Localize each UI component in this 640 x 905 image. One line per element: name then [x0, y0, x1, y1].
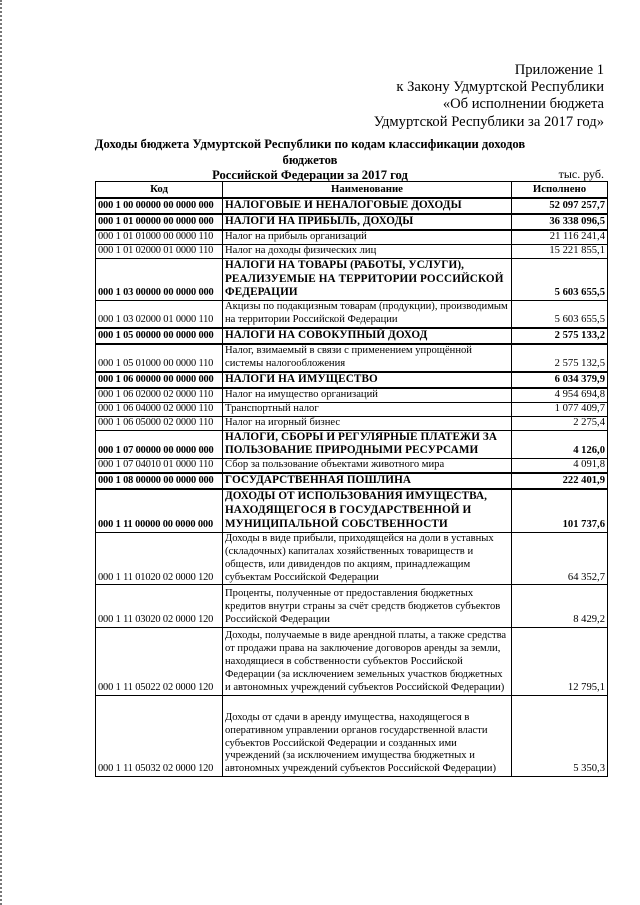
table-row: [96, 328, 608, 344]
row-value: 4 954 694,8: [512, 388, 608, 402]
row-code: 000 1 11 01020 02 0000 120: [96, 532, 223, 585]
row-value: 36 338 096,5: [512, 214, 608, 230]
table-row: [96, 344, 608, 372]
row-name: НАЛОГИ НА СОВОКУПНЫЙ ДОХОД: [223, 328, 512, 344]
row-code: 000 1 01 02000 01 0000 110: [96, 244, 223, 258]
table-row: [96, 489, 608, 532]
appendix-line-4: Удмуртской Республики за 2017 год»: [373, 113, 604, 130]
row-value: 21 116 241,4: [512, 230, 608, 244]
appendix-line-2: к Закону Удмуртской Республики: [396, 79, 604, 96]
table-row: [96, 258, 608, 301]
row-value: 2 575 132,5: [512, 344, 608, 372]
row-code: 000 1 05 01000 00 0000 110: [96, 344, 223, 372]
units-label: тыс. руб.: [558, 167, 604, 181]
row-value: 4 091,8: [512, 459, 608, 473]
header-name: Наименование: [223, 182, 512, 199]
row-value: 2 275,4: [512, 416, 608, 430]
row-name: Налог на имущество организаций: [223, 388, 512, 402]
row-name: Сбор за пользование объектами животного мира: [223, 459, 512, 473]
revenue-table: [95, 181, 608, 777]
row-value: 52 097 257,7: [512, 198, 608, 214]
row-code: 000 1 11 05032 02 0000 120: [96, 695, 223, 777]
row-code: 000 1 01 01000 00 0000 110: [96, 230, 223, 244]
table-header-row: [96, 182, 608, 199]
table-row: [96, 628, 608, 696]
table-row: [96, 402, 608, 416]
row-code: 000 1 08 00000 00 0000 000: [96, 473, 223, 489]
row-name: НАЛОГИ НА ТОВАРЫ (РАБОТЫ, УСЛУГИ), РЕАЛИЗУЕМЫЕ НА ТЕРРИТОРИИ РОССИЙСКОЙ ФЕДЕРАЦИИ: [223, 258, 512, 301]
row-value: 1 077 409,7: [512, 402, 608, 416]
table-row: [96, 372, 608, 388]
row-name: Налог на игорный бизнес: [223, 416, 512, 430]
row-value: 5 603 655,5: [512, 301, 608, 328]
table-row: [96, 416, 608, 430]
row-name: Доходы, получаемые в виде арендной платы, а также средства от продажи права на заключение договоров аренды за земли, находящиеся в собственности субъектов Российской Федерации (за исключением земельных участков бюджетных и автономных учреждений субъектов Российской Федерации): [223, 628, 512, 696]
table-row: [96, 230, 608, 244]
row-name: ГОСУДАРСТВЕННАЯ ПОШЛИНА: [223, 473, 512, 489]
table-row: [96, 585, 608, 628]
document-title: [90, 137, 530, 184]
row-name: Проценты, полученные от предоставления бюджетных кредитов внутри страны за счёт средств бюджетов субъектов Российской Федерации: [223, 585, 512, 628]
row-value: 8 429,2: [512, 585, 608, 628]
row-name: Транспортный налог: [223, 402, 512, 416]
row-code: 000 1 06 02000 02 0000 110: [96, 388, 223, 402]
row-code: 000 1 07 00000 00 0000 000: [96, 430, 223, 459]
scan-edge: [0, 0, 8, 905]
row-value: 12 795,1: [512, 628, 608, 696]
row-name: ДОХОДЫ ОТ ИСПОЛЬЗОВАНИЯ ИМУЩЕСТВА, НАХОДЯЩЕГОСЯ В ГОСУДАРСТВЕННОЙ И МУНИЦИПАЛЬНОЙ СОБСТВЕННОСТИ: [223, 489, 512, 532]
header-value: Исполнено: [512, 182, 608, 199]
row-name: Налог на прибыль организаций: [223, 230, 512, 244]
row-value: 5 603 655,5: [512, 258, 608, 301]
row-code: 000 1 11 00000 00 0000 000: [96, 489, 223, 532]
appendix-line-1: Приложение 1: [514, 62, 604, 78]
row-value: 101 737,6: [512, 489, 608, 532]
row-code: 000 1 06 00000 00 0000 000: [96, 372, 223, 388]
row-value: 2 575 133,2: [512, 328, 608, 344]
row-code: 000 1 07 04010 01 0000 110: [96, 459, 223, 473]
table-row: [96, 430, 608, 459]
appendix-line-3: «Об исполнении бюджета: [442, 96, 604, 113]
row-code: 000 1 03 02000 01 0000 110: [96, 301, 223, 328]
table-row: [96, 459, 608, 473]
table-body: [96, 198, 608, 777]
row-code: 000 1 11 03020 02 0000 120: [96, 585, 223, 628]
row-name: НАЛОГИ НА ИМУЩЕСТВО: [223, 372, 512, 388]
row-value: 5 350,3: [512, 695, 608, 777]
row-name: Доходы в виде прибыли, приходящейся на доли в уставных (складочных) капиталах хозяйственных товариществ и обществ, или дивидендов по акциям, принадлежащим субъектам Российской Федерации: [223, 532, 512, 585]
row-value: 64 352,7: [512, 532, 608, 585]
table-row: [96, 244, 608, 258]
row-name: НАЛОГИ, СБОРЫ И РЕГУЛЯРНЫЕ ПЛАТЕЖИ ЗА ПОЛЬЗОВАНИЕ ПРИРОДНЫМИ РЕСУРСАМИ: [223, 430, 512, 459]
row-name: Доходы от сдачи в аренду имущества, находящегося в оперативном управлении органов государственной власти субъектов Российской Федерации и созданных ими учреждений (за исключением имущества бюджетных и автономных учреждений субъектов Российской Федерации): [223, 695, 512, 777]
table-row: [96, 695, 608, 777]
row-code: 000 1 11 05022 02 0000 120: [96, 628, 223, 696]
title-line-2: Российской Федерации за 2017 год: [212, 168, 408, 182]
row-code: 000 1 06 05000 02 0000 110: [96, 416, 223, 430]
table-row: [96, 473, 608, 489]
table-row: [96, 301, 608, 328]
row-code: 000 1 06 04000 02 0000 110: [96, 402, 223, 416]
row-code: 000 1 03 00000 00 0000 000: [96, 258, 223, 301]
row-code: 000 1 00 00000 00 0000 000: [96, 198, 223, 214]
table-row: [96, 214, 608, 230]
row-code: 000 1 05 00000 00 0000 000: [96, 328, 223, 344]
header-code: Код: [96, 182, 223, 199]
row-name: НАЛОГИ НА ПРИБЫЛЬ, ДОХОДЫ: [223, 214, 512, 230]
appendix-header: [304, 62, 604, 131]
row-name: Налог, взимаемый в связи с применением упрощённой системы налогообложения: [223, 344, 512, 372]
table-row: [96, 388, 608, 402]
row-code: 000 1 01 00000 00 0000 000: [96, 214, 223, 230]
table-row: [96, 198, 608, 214]
row-name: НАЛОГОВЫЕ И НЕНАЛОГОВЫЕ ДОХОДЫ: [223, 198, 512, 214]
row-value: 6 034 379,9: [512, 372, 608, 388]
row-value: 4 126,0: [512, 430, 608, 459]
row-name: Акцизы по подакцизным товарам (продукции), производимым на территории Российской Федерации: [223, 301, 512, 328]
table-row: [96, 532, 608, 585]
row-value: 222 401,9: [512, 473, 608, 489]
title-line-1: Доходы бюджета Удмуртской Республики по кодам классификации доходов бюджетов: [94, 137, 526, 167]
row-value: 15 221 855,1: [512, 244, 608, 258]
row-name: Налог на доходы физических лиц: [223, 244, 512, 258]
